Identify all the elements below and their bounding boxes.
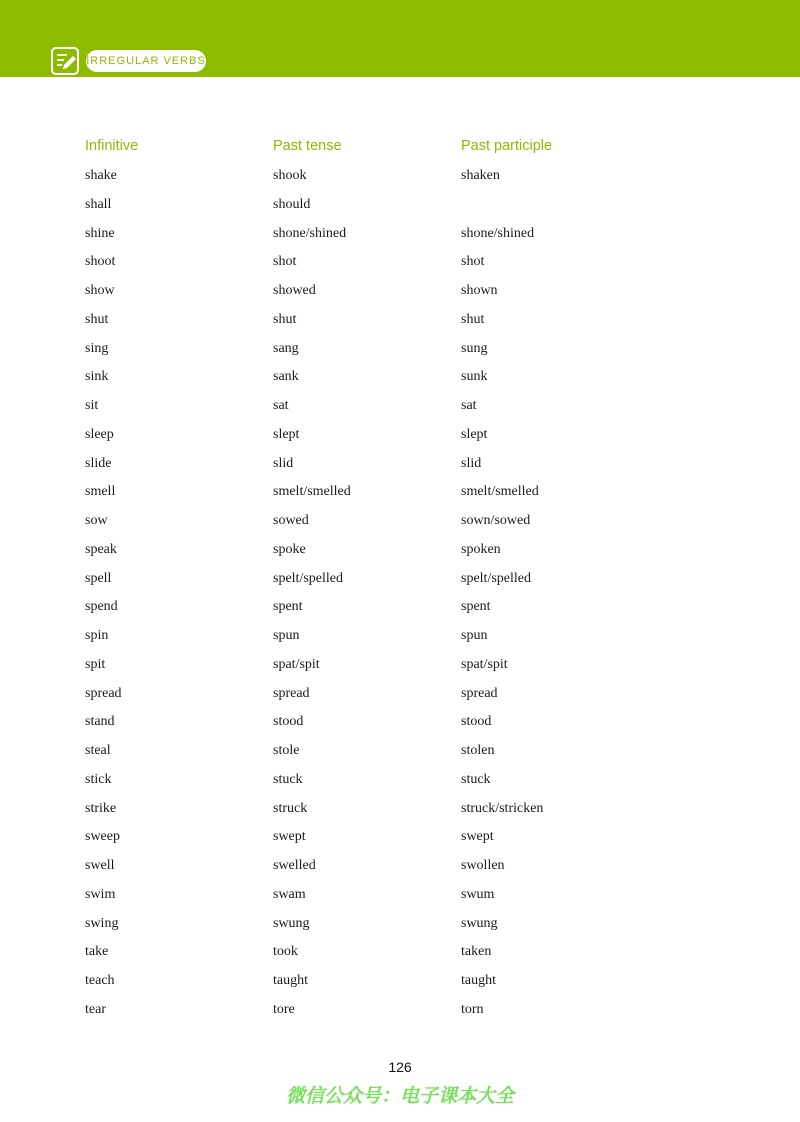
table-row (0, 1000, 800, 1029)
cell-past-tense: slept (273, 426, 300, 442)
table-row (0, 281, 800, 310)
table-row (0, 396, 800, 425)
cell-infinitive: shine (85, 225, 115, 241)
cell-past-participle: sat (461, 398, 477, 413)
column-header-past-participle: Past participle (461, 138, 553, 154)
table-row (0, 827, 800, 856)
table-row (0, 942, 800, 971)
table-row (0, 655, 800, 684)
cell-infinitive: sing (85, 340, 109, 356)
table-row (0, 425, 800, 454)
cell-past-participle: stuck (461, 771, 491, 787)
cell-infinitive: sink (85, 369, 109, 385)
table-row (0, 195, 800, 224)
cell-past-tense: stole (273, 743, 300, 758)
table-row (0, 626, 800, 655)
cell-past-participle: spent (461, 599, 491, 615)
cell-infinitive: shake (85, 168, 117, 183)
cell-infinitive: sit (85, 398, 99, 413)
cell-infinitive: shall (85, 196, 112, 212)
cell-past-participle: shot (461, 254, 485, 270)
cell-past-tense: took (273, 944, 298, 960)
cell-past-tense: smelt/smelled (273, 484, 351, 500)
cell-past-participle: shut (461, 311, 485, 327)
table-row (0, 914, 800, 943)
cell-past-tense: taught (273, 973, 308, 988)
cell-past-tense: struck (273, 800, 308, 816)
cell-past-participle: sown/sowed (461, 513, 531, 528)
cell-infinitive: spit (85, 656, 106, 672)
cell-past-tense: should (273, 196, 311, 212)
cell-infinitive: spend (85, 599, 118, 615)
cell-past-participle: sung (461, 340, 488, 356)
table-row (0, 367, 800, 396)
cell-infinitive: shoot (85, 254, 116, 270)
cell-past-tense: tore (273, 1001, 295, 1017)
cell-past-tense: swung (273, 915, 310, 931)
cell-past-tense: spun (273, 628, 300, 643)
cell-infinitive: spin (85, 628, 109, 643)
table-row (0, 454, 800, 483)
cell-past-tense: swept (273, 829, 306, 845)
table-row (0, 770, 800, 799)
page-number: 126 (388, 1059, 412, 1075)
cell-past-tense: spat/spit (273, 656, 320, 672)
table-row (0, 856, 800, 885)
table-row (0, 482, 800, 511)
table-row (0, 224, 800, 253)
cell-past-tense: showed (273, 283, 316, 298)
watermark-text: 微信公众号：电子课本大全 (285, 1085, 514, 1107)
cell-past-tense: sat (273, 398, 289, 413)
cell-past-participle: stood (461, 714, 492, 730)
column-header-infinitive: Infinitive (85, 138, 139, 154)
section-label: IRREGULAR VERBS (86, 50, 206, 72)
table-row (0, 799, 800, 828)
cell-past-participle: swollen (461, 858, 505, 873)
cell-past-tense: sang (273, 340, 299, 356)
cell-past-tense: sank (273, 369, 299, 385)
cell-infinitive: sleep (85, 426, 114, 442)
cell-past-tense: sowed (273, 513, 309, 528)
cell-past-tense: swelled (273, 858, 316, 873)
table-row (0, 741, 800, 770)
cell-past-participle: taken (461, 944, 492, 960)
table-row (0, 540, 800, 569)
cell-past-participle: swept (461, 829, 494, 845)
cell-infinitive: show (85, 283, 115, 298)
cell-past-tense: shone/shined (273, 225, 347, 241)
cell-past-participle: spun (461, 628, 488, 643)
cell-past-tense: spread (273, 685, 310, 701)
table-row (0, 597, 800, 626)
table-row (0, 252, 800, 281)
cell-past-participle: spread (461, 685, 498, 701)
cell-infinitive: sow (85, 513, 108, 528)
cell-infinitive: steal (85, 743, 111, 758)
cell-past-tense: shut (273, 311, 297, 327)
cell-infinitive: teach (85, 973, 115, 988)
table-row (0, 310, 800, 339)
cell-past-participle: struck/stricken (461, 800, 544, 816)
cell-past-participle: sunk (461, 369, 488, 385)
cell-infinitive: strike (85, 800, 117, 816)
cell-past-tense: spent (273, 599, 303, 615)
cell-infinitive: slide (85, 455, 112, 471)
cell-infinitive: take (85, 944, 109, 960)
cell-past-participle: spoken (461, 541, 501, 557)
cell-past-participle: shone/shined (461, 225, 535, 241)
cell-past-participle: taught (461, 973, 496, 988)
cell-past-participle: shown (461, 283, 498, 298)
cell-past-tense: spoke (273, 541, 306, 557)
cell-infinitive: swim (85, 886, 116, 902)
cell-past-participle: slid (461, 455, 482, 471)
table-row (0, 971, 800, 1000)
cell-infinitive: spell (85, 570, 112, 586)
table-row (0, 569, 800, 598)
cell-infinitive: swing (85, 915, 119, 931)
table-row (0, 166, 800, 195)
note-pencil-icon (50, 46, 80, 76)
table-row (0, 511, 800, 540)
cell-infinitive: swell (85, 858, 115, 873)
cell-infinitive: speak (85, 541, 117, 557)
cell-past-tense: shook (273, 168, 307, 183)
cell-past-participle: smelt/smelled (461, 484, 539, 500)
cell-past-participle: spelt/spelled (461, 570, 531, 586)
cell-infinitive: tear (85, 1001, 106, 1017)
table-row (0, 712, 800, 741)
cell-past-participle: shaken (461, 168, 500, 183)
cell-past-participle: slept (461, 426, 488, 442)
cell-past-participle: swum (461, 886, 495, 902)
cell-past-tense: swam (273, 886, 306, 902)
cell-past-tense: stood (273, 714, 304, 730)
cell-infinitive: stand (85, 714, 115, 730)
cell-infinitive: stick (85, 771, 112, 787)
table-row (0, 885, 800, 914)
verb-table (0, 166, 800, 1029)
cell-infinitive: sweep (85, 829, 120, 845)
cell-past-tense: shot (273, 254, 297, 270)
cell-infinitive: shut (85, 311, 109, 327)
table-row (0, 339, 800, 368)
cell-past-participle: torn (461, 1001, 484, 1017)
cell-past-participle: swung (461, 915, 498, 931)
cell-past-participle: spat/spit (461, 656, 508, 672)
cell-infinitive: smell (85, 484, 116, 500)
cell-infinitive: spread (85, 685, 122, 701)
cell-past-tense: stuck (273, 771, 303, 787)
cell-past-tense: slid (273, 455, 294, 471)
cell-past-participle: stolen (461, 743, 495, 758)
cell-past-tense: spelt/spelled (273, 570, 343, 586)
table-row (0, 684, 800, 713)
column-header-past-tense: Past tense (273, 138, 342, 154)
